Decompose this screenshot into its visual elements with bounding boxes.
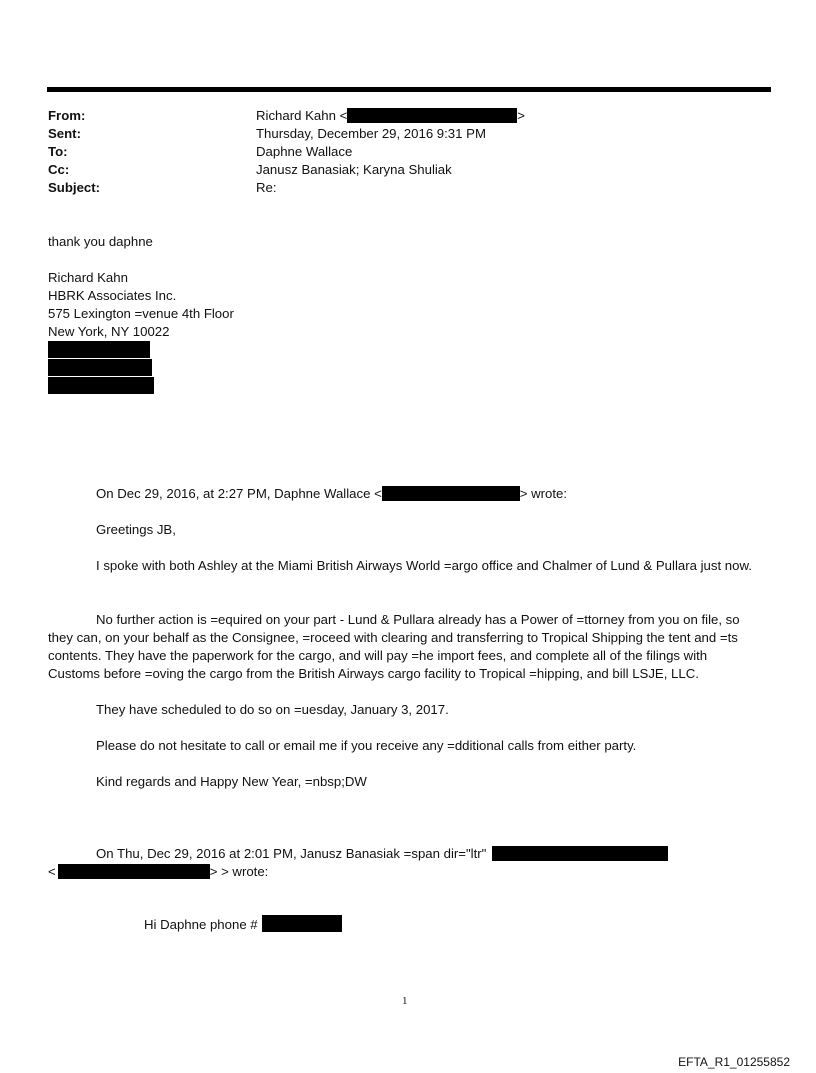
from-value-prefix: Richard Kahn <	[256, 108, 348, 123]
signature-address1: 575 Lexington =venue 4th Floor	[48, 306, 234, 321]
subject-value: Re:	[256, 180, 277, 195]
quoted1-intro-prefix: On Dec 29, 2016, at 2:27 PM, Daphne Wallace <	[96, 486, 382, 501]
quoted2-intro-prefix: <	[48, 864, 56, 879]
from-value-suffix: >	[517, 108, 525, 123]
document-id: EFTA_R1_01255852	[678, 1055, 790, 1069]
quoted1-p2-text: No further action is =equired on your part - Lund & Pullara already has a Power of =ttorney from you on file, so they can, on your behalf as the Consignee, =roceed with clearing and transferring to Tropical Shipping the tent and =ts contents. They have the paperwork for the cargo, and will pay =he import fees, and complete all of the filings with Customs before =oving the cargo from the British Airways cargo facility to Tropical =hipping, and bill LSJE, LLC.	[48, 612, 740, 681]
to-label: To:	[48, 144, 68, 159]
quoted2-intro-text: On Thu, Dec 29, 2016 at 2:01 PM, Janusz Banasiak =span dir="ltr"	[96, 846, 487, 861]
quoted2-message-text: Hi Daphne phone #	[144, 917, 258, 932]
redaction-box	[48, 359, 152, 376]
quoted1-paragraph-4: Please do not hesitate to call or email me if you receive any =dditional calls from either party.	[96, 738, 637, 753]
signature-company: HBRK Associates Inc.	[48, 288, 177, 303]
page-number: 1	[402, 995, 408, 1007]
quoted2-message	[144, 915, 342, 934]
redaction-box	[492, 846, 668, 861]
sent-label: Sent:	[48, 126, 81, 141]
cc-value: Janusz Banasiak; Karyna Shuliak	[256, 162, 452, 177]
quoted2-intro-suffix: > > wrote:	[209, 864, 269, 879]
redaction-box	[347, 108, 517, 123]
quoted2-intro-line2	[48, 863, 268, 881]
body-greeting: thank you daphne	[48, 234, 153, 249]
signature-address2: New York, NY 10022	[48, 324, 170, 339]
from-value	[256, 107, 525, 125]
redaction-box	[48, 377, 154, 394]
quoted1-p1-text: I spoke with both Ashley at the Miami British Airways World =argo office and Chalmer of Lund & Pullara just now.	[96, 558, 752, 573]
quoted1-intro-suffix: > wrote:	[519, 486, 568, 501]
header-rule	[47, 87, 771, 92]
to-value: Daphne Wallace	[256, 144, 353, 159]
quoted1-paragraph-2	[48, 611, 760, 683]
quoted1-paragraph-3: They have scheduled to do so on =uesday, January 3, 2017.	[96, 702, 449, 717]
quoted1-intro	[96, 485, 567, 503]
redaction-box	[48, 341, 150, 358]
redaction-box	[262, 915, 342, 932]
subject-label: Subject:	[48, 180, 101, 195]
from-label: From:	[48, 108, 86, 123]
redaction-box	[58, 864, 210, 879]
quoted1-greeting: Greetings JB,	[96, 522, 176, 537]
cc-label: Cc:	[48, 162, 70, 177]
quoted2-intro-line1	[96, 845, 668, 863]
sent-value: Thursday, December 29, 2016 9:31 PM	[256, 126, 486, 141]
quoted1-paragraph-5: Kind regards and Happy New Year, =nbsp;DW	[96, 774, 367, 789]
quoted1-paragraph-1	[48, 557, 760, 575]
redaction-box	[382, 486, 520, 501]
signature-name: Richard Kahn	[48, 270, 128, 285]
